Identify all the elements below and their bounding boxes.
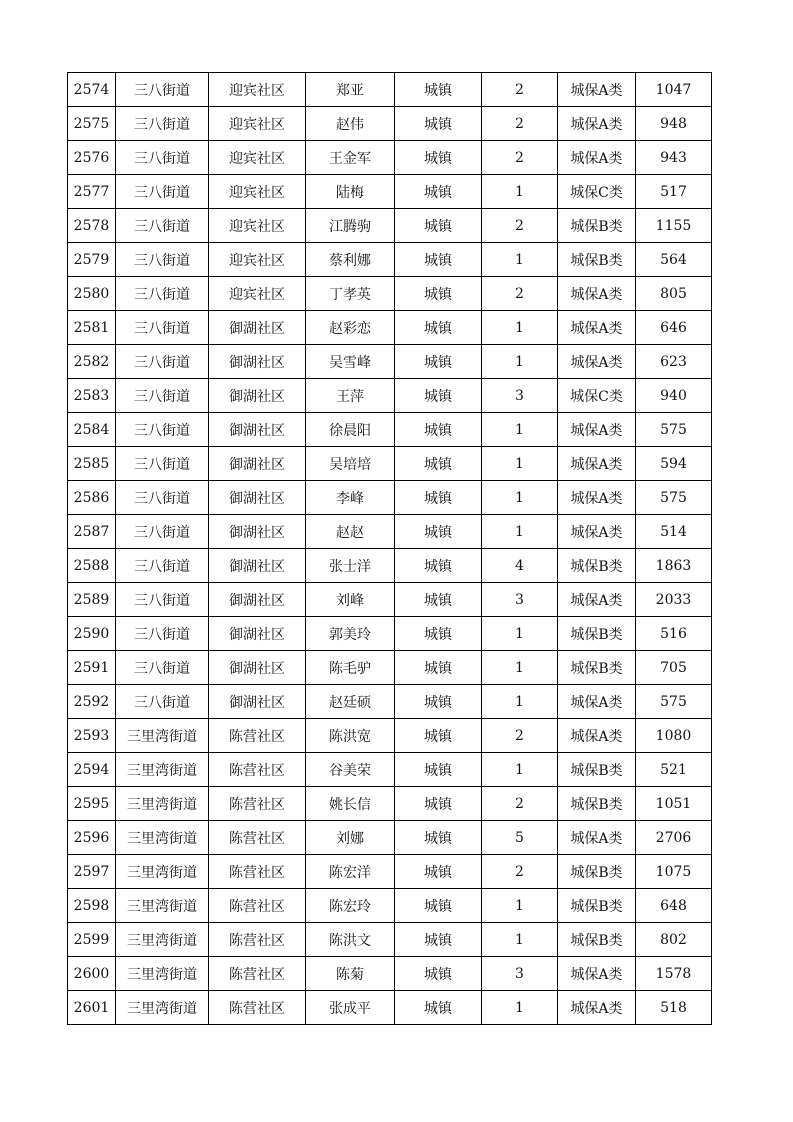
- street-cell: 三八街道: [116, 651, 209, 685]
- area-type-cell: 城镇: [395, 957, 482, 991]
- household-size-cell: 1: [482, 651, 558, 685]
- data-table: [67, 72, 712, 1025]
- area-type-cell: 城镇: [395, 107, 482, 141]
- street-cell: 三八街道: [116, 447, 209, 481]
- category-cell: 城保A类: [558, 413, 636, 447]
- street-cell: 三里湾街道: [116, 719, 209, 753]
- row-number-cell: 2601: [68, 991, 116, 1025]
- community-cell: 御湖社区: [209, 311, 306, 345]
- name-cell: 张成平: [306, 991, 395, 1025]
- row-number-cell: 2581: [68, 311, 116, 345]
- name-cell: 刘娜: [306, 821, 395, 855]
- community-cell: 御湖社区: [209, 583, 306, 617]
- street-cell: 三里湾街道: [116, 957, 209, 991]
- table-row: [68, 141, 712, 175]
- name-cell: 陈洪宽: [306, 719, 395, 753]
- table-row: [68, 719, 712, 753]
- amount-cell: 1578: [636, 957, 712, 991]
- street-cell: 三八街道: [116, 413, 209, 447]
- community-cell: 迎宾社区: [209, 277, 306, 311]
- community-cell: 迎宾社区: [209, 141, 306, 175]
- street-cell: 三八街道: [116, 73, 209, 107]
- name-cell: 陈洪文: [306, 923, 395, 957]
- category-cell: 城保B类: [558, 753, 636, 787]
- name-cell: 陈宏洋: [306, 855, 395, 889]
- amount-cell: 2706: [636, 821, 712, 855]
- amount-cell: 940: [636, 379, 712, 413]
- amount-cell: 1155: [636, 209, 712, 243]
- category-cell: 城保A类: [558, 481, 636, 515]
- table-row: [68, 651, 712, 685]
- row-number-cell: 2593: [68, 719, 116, 753]
- row-number-cell: 2595: [68, 787, 116, 821]
- row-number-cell: 2600: [68, 957, 116, 991]
- community-cell: 御湖社区: [209, 617, 306, 651]
- household-size-cell: 1: [482, 991, 558, 1025]
- area-type-cell: 城镇: [395, 311, 482, 345]
- amount-cell: 623: [636, 345, 712, 379]
- category-cell: 城保A类: [558, 821, 636, 855]
- name-cell: 郑亚: [306, 73, 395, 107]
- category-cell: 城保A类: [558, 447, 636, 481]
- category-cell: 城保B类: [558, 923, 636, 957]
- household-size-cell: 2: [482, 719, 558, 753]
- area-type-cell: 城镇: [395, 549, 482, 583]
- area-type-cell: 城镇: [395, 991, 482, 1025]
- household-size-cell: 3: [482, 957, 558, 991]
- table-row: [68, 379, 712, 413]
- street-cell: 三八街道: [116, 277, 209, 311]
- community-cell: 陈营社区: [209, 889, 306, 923]
- table-row: [68, 481, 712, 515]
- name-cell: 刘峰: [306, 583, 395, 617]
- category-cell: 城保A类: [558, 583, 636, 617]
- table-row: [68, 821, 712, 855]
- category-cell: 城保B类: [558, 787, 636, 821]
- name-cell: 赵伟: [306, 107, 395, 141]
- name-cell: 吴雪峰: [306, 345, 395, 379]
- household-size-cell: 3: [482, 583, 558, 617]
- row-number-cell: 2594: [68, 753, 116, 787]
- table-row: [68, 957, 712, 991]
- table-row: [68, 787, 712, 821]
- amount-cell: 1863: [636, 549, 712, 583]
- community-cell: 御湖社区: [209, 379, 306, 413]
- row-number-cell: 2575: [68, 107, 116, 141]
- area-type-cell: 城镇: [395, 413, 482, 447]
- street-cell: 三八街道: [116, 345, 209, 379]
- category-cell: 城保B类: [558, 617, 636, 651]
- amount-cell: 648: [636, 889, 712, 923]
- community-cell: 御湖社区: [209, 651, 306, 685]
- street-cell: 三八街道: [116, 379, 209, 413]
- category-cell: 城保A类: [558, 515, 636, 549]
- table-row: [68, 549, 712, 583]
- name-cell: 王金军: [306, 141, 395, 175]
- name-cell: 赵廷硕: [306, 685, 395, 719]
- community-cell: 陈营社区: [209, 787, 306, 821]
- amount-cell: 517: [636, 175, 712, 209]
- household-size-cell: 2: [482, 855, 558, 889]
- community-cell: 御湖社区: [209, 549, 306, 583]
- row-number-cell: 2587: [68, 515, 116, 549]
- name-cell: 陈毛驴: [306, 651, 395, 685]
- area-type-cell: 城镇: [395, 379, 482, 413]
- area-type-cell: 城镇: [395, 583, 482, 617]
- name-cell: 李峰: [306, 481, 395, 515]
- category-cell: 城保A类: [558, 719, 636, 753]
- table-row: [68, 685, 712, 719]
- community-cell: 御湖社区: [209, 481, 306, 515]
- area-type-cell: 城镇: [395, 617, 482, 651]
- category-cell: 城保A类: [558, 685, 636, 719]
- street-cell: 三里湾街道: [116, 821, 209, 855]
- street-cell: 三里湾街道: [116, 889, 209, 923]
- household-size-cell: 1: [482, 889, 558, 923]
- community-cell: 御湖社区: [209, 447, 306, 481]
- street-cell: 三八街道: [116, 243, 209, 277]
- name-cell: 陈菊: [306, 957, 395, 991]
- street-cell: 三八街道: [116, 481, 209, 515]
- street-cell: 三里湾街道: [116, 991, 209, 1025]
- household-size-cell: 3: [482, 379, 558, 413]
- amount-cell: 594: [636, 447, 712, 481]
- name-cell: 丁孝英: [306, 277, 395, 311]
- row-number-cell: 2582: [68, 345, 116, 379]
- area-type-cell: 城镇: [395, 243, 482, 277]
- street-cell: 三八街道: [116, 685, 209, 719]
- street-cell: 三八街道: [116, 515, 209, 549]
- household-size-cell: 1: [482, 753, 558, 787]
- category-cell: 城保B类: [558, 651, 636, 685]
- name-cell: 谷美荣: [306, 753, 395, 787]
- area-type-cell: 城镇: [395, 447, 482, 481]
- name-cell: 王萍: [306, 379, 395, 413]
- table-row: [68, 447, 712, 481]
- table-row: [68, 889, 712, 923]
- street-cell: 三八街道: [116, 583, 209, 617]
- area-type-cell: 城镇: [395, 685, 482, 719]
- area-type-cell: 城镇: [395, 855, 482, 889]
- table-row: [68, 277, 712, 311]
- street-cell: 三八街道: [116, 617, 209, 651]
- street-cell: 三八街道: [116, 175, 209, 209]
- area-type-cell: 城镇: [395, 209, 482, 243]
- row-number-cell: 2574: [68, 73, 116, 107]
- table-row: [68, 515, 712, 549]
- row-number-cell: 2583: [68, 379, 116, 413]
- category-cell: 城保A类: [558, 107, 636, 141]
- community-cell: 陈营社区: [209, 821, 306, 855]
- category-cell: 城保C类: [558, 175, 636, 209]
- amount-cell: 564: [636, 243, 712, 277]
- household-size-cell: 5: [482, 821, 558, 855]
- row-number-cell: 2579: [68, 243, 116, 277]
- area-type-cell: 城镇: [395, 481, 482, 515]
- row-number-cell: 2580: [68, 277, 116, 311]
- area-type-cell: 城镇: [395, 73, 482, 107]
- table-row: [68, 311, 712, 345]
- area-type-cell: 城镇: [395, 141, 482, 175]
- household-size-cell: 1: [482, 685, 558, 719]
- household-size-cell: 1: [482, 175, 558, 209]
- household-size-cell: 1: [482, 413, 558, 447]
- category-cell: 城保A类: [558, 345, 636, 379]
- name-cell: 江腾驹: [306, 209, 395, 243]
- street-cell: 三八街道: [116, 141, 209, 175]
- community-cell: 御湖社区: [209, 515, 306, 549]
- table-body: [68, 73, 712, 1025]
- row-number-cell: 2597: [68, 855, 116, 889]
- row-number-cell: 2591: [68, 651, 116, 685]
- amount-cell: 2033: [636, 583, 712, 617]
- name-cell: 张士洋: [306, 549, 395, 583]
- area-type-cell: 城镇: [395, 277, 482, 311]
- amount-cell: 943: [636, 141, 712, 175]
- household-size-cell: 2: [482, 209, 558, 243]
- household-size-cell: 1: [482, 515, 558, 549]
- community-cell: 陈营社区: [209, 855, 306, 889]
- street-cell: 三里湾街道: [116, 787, 209, 821]
- amount-cell: 1075: [636, 855, 712, 889]
- household-size-cell: 1: [482, 345, 558, 379]
- community-cell: 迎宾社区: [209, 209, 306, 243]
- street-cell: 三里湾街道: [116, 753, 209, 787]
- household-size-cell: 2: [482, 787, 558, 821]
- household-size-cell: 4: [482, 549, 558, 583]
- row-number-cell: 2596: [68, 821, 116, 855]
- row-number-cell: 2577: [68, 175, 116, 209]
- row-number-cell: 2589: [68, 583, 116, 617]
- table-row: [68, 617, 712, 651]
- community-cell: 陈营社区: [209, 957, 306, 991]
- area-type-cell: 城镇: [395, 651, 482, 685]
- row-number-cell: 2592: [68, 685, 116, 719]
- area-type-cell: 城镇: [395, 889, 482, 923]
- amount-cell: 805: [636, 277, 712, 311]
- row-number-cell: 2588: [68, 549, 116, 583]
- household-size-cell: 1: [482, 923, 558, 957]
- amount-cell: 575: [636, 685, 712, 719]
- amount-cell: 1080: [636, 719, 712, 753]
- community-cell: 御湖社区: [209, 413, 306, 447]
- table-row: [68, 413, 712, 447]
- amount-cell: 575: [636, 481, 712, 515]
- row-number-cell: 2590: [68, 617, 116, 651]
- row-number-cell: 2584: [68, 413, 116, 447]
- category-cell: 城保C类: [558, 379, 636, 413]
- name-cell: 姚长信: [306, 787, 395, 821]
- category-cell: 城保B类: [558, 855, 636, 889]
- amount-cell: 514: [636, 515, 712, 549]
- category-cell: 城保A类: [558, 957, 636, 991]
- name-cell: 赵彩恋: [306, 311, 395, 345]
- name-cell: 陈宏玲: [306, 889, 395, 923]
- amount-cell: 516: [636, 617, 712, 651]
- household-size-cell: 1: [482, 311, 558, 345]
- category-cell: 城保A类: [558, 991, 636, 1025]
- row-number-cell: 2599: [68, 923, 116, 957]
- name-cell: 蔡利娜: [306, 243, 395, 277]
- amount-cell: 518: [636, 991, 712, 1025]
- name-cell: 郭美玲: [306, 617, 395, 651]
- category-cell: 城保A类: [558, 73, 636, 107]
- amount-cell: 575: [636, 413, 712, 447]
- table-row: [68, 73, 712, 107]
- amount-cell: 948: [636, 107, 712, 141]
- name-cell: 吴培培: [306, 447, 395, 481]
- table-row: [68, 583, 712, 617]
- community-cell: 陈营社区: [209, 719, 306, 753]
- area-type-cell: 城镇: [395, 175, 482, 209]
- amount-cell: 646: [636, 311, 712, 345]
- row-number-cell: 2576: [68, 141, 116, 175]
- household-size-cell: 2: [482, 277, 558, 311]
- household-size-cell: 1: [482, 481, 558, 515]
- amount-cell: 705: [636, 651, 712, 685]
- category-cell: 城保B类: [558, 549, 636, 583]
- community-cell: 陈营社区: [209, 923, 306, 957]
- category-cell: 城保B类: [558, 243, 636, 277]
- area-type-cell: 城镇: [395, 821, 482, 855]
- community-cell: 迎宾社区: [209, 107, 306, 141]
- community-cell: 迎宾社区: [209, 73, 306, 107]
- area-type-cell: 城镇: [395, 787, 482, 821]
- amount-cell: 1051: [636, 787, 712, 821]
- area-type-cell: 城镇: [395, 753, 482, 787]
- street-cell: 三里湾街道: [116, 855, 209, 889]
- area-type-cell: 城镇: [395, 923, 482, 957]
- community-cell: 御湖社区: [209, 345, 306, 379]
- area-type-cell: 城镇: [395, 515, 482, 549]
- table-row: [68, 923, 712, 957]
- household-size-cell: 1: [482, 447, 558, 481]
- amount-cell: 802: [636, 923, 712, 957]
- community-cell: 陈营社区: [209, 991, 306, 1025]
- household-size-cell: 2: [482, 141, 558, 175]
- table-row: [68, 855, 712, 889]
- community-cell: 陈营社区: [209, 753, 306, 787]
- table-row: [68, 209, 712, 243]
- table-row: [68, 243, 712, 277]
- street-cell: 三八街道: [116, 311, 209, 345]
- name-cell: 赵赵: [306, 515, 395, 549]
- area-type-cell: 城镇: [395, 345, 482, 379]
- name-cell: 陆梅: [306, 175, 395, 209]
- name-cell: 徐晨阳: [306, 413, 395, 447]
- community-cell: 御湖社区: [209, 685, 306, 719]
- row-number-cell: 2598: [68, 889, 116, 923]
- street-cell: 三八街道: [116, 209, 209, 243]
- table-row: [68, 175, 712, 209]
- table-row: [68, 107, 712, 141]
- row-number-cell: 2586: [68, 481, 116, 515]
- table-row: [68, 345, 712, 379]
- street-cell: 三里湾街道: [116, 923, 209, 957]
- area-type-cell: 城镇: [395, 719, 482, 753]
- table-row: [68, 753, 712, 787]
- household-size-cell: 2: [482, 73, 558, 107]
- community-cell: 迎宾社区: [209, 243, 306, 277]
- household-size-cell: 2: [482, 107, 558, 141]
- row-number-cell: 2585: [68, 447, 116, 481]
- category-cell: 城保A类: [558, 141, 636, 175]
- amount-cell: 1047: [636, 73, 712, 107]
- table-row: [68, 991, 712, 1025]
- category-cell: 城保B类: [558, 889, 636, 923]
- category-cell: 城保B类: [558, 209, 636, 243]
- street-cell: 三八街道: [116, 107, 209, 141]
- category-cell: 城保A类: [558, 311, 636, 345]
- street-cell: 三八街道: [116, 549, 209, 583]
- amount-cell: 521: [636, 753, 712, 787]
- row-number-cell: 2578: [68, 209, 116, 243]
- community-cell: 迎宾社区: [209, 175, 306, 209]
- household-size-cell: 1: [482, 243, 558, 277]
- category-cell: 城保A类: [558, 277, 636, 311]
- household-size-cell: 1: [482, 617, 558, 651]
